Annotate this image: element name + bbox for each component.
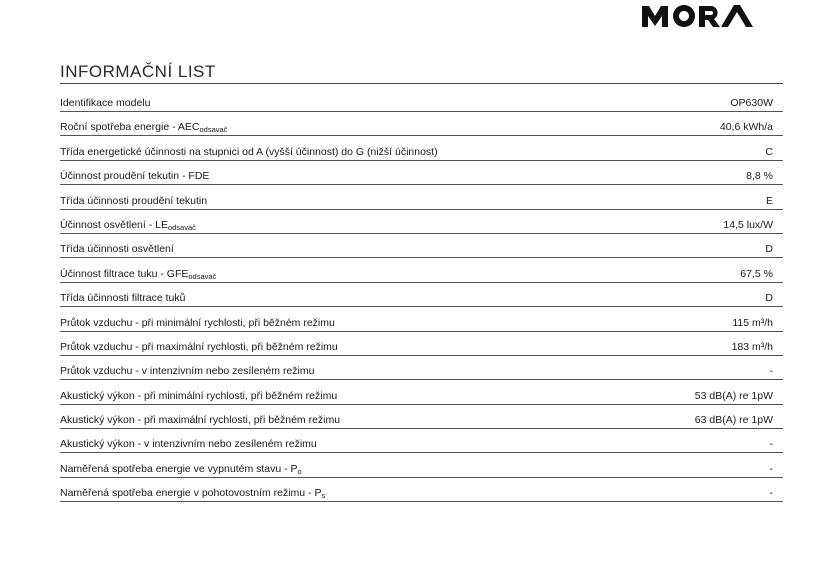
row-label-subscript: odsavač — [167, 222, 196, 232]
table-row — [60, 188, 783, 210]
row-label — [60, 463, 302, 475]
row-label — [60, 170, 209, 182]
row-value: - — [769, 438, 773, 451]
table-row — [60, 261, 783, 283]
row-value: E — [765, 194, 773, 207]
row-label-text: Třída účinnosti proudění tekutin — [60, 194, 208, 207]
table-row — [60, 212, 783, 234]
row-label — [60, 341, 338, 353]
row-label — [60, 195, 207, 207]
table-row — [60, 431, 783, 453]
row-value: - — [769, 462, 773, 475]
table-row — [60, 358, 783, 380]
table-row — [60, 334, 783, 356]
mora-logo — [640, 2, 760, 30]
row-value: 63 dB(A) re 1pW — [694, 414, 773, 427]
row-value: 67,5 % — [740, 267, 773, 280]
table-row — [60, 456, 783, 478]
page-title: INFORMAČNÍ LIST — [60, 62, 216, 81]
row-label — [60, 438, 317, 450]
row-label-text: Průtok vzduchu - při minimální rychlosti, při běžném režimu — [60, 316, 335, 329]
table-row — [60, 114, 783, 136]
row-value: - — [769, 487, 773, 500]
row-label-subscript: odsavač — [199, 125, 228, 135]
title-divider — [60, 83, 783, 84]
row-label — [60, 97, 150, 109]
row-value: 14,5 lux/W — [723, 218, 773, 231]
table-row — [60, 139, 783, 161]
row-label — [60, 414, 340, 426]
row-label — [60, 268, 216, 280]
row-label-text: Akustický výkon - v intenzivním nebo zesíleném režimu — [60, 438, 317, 451]
row-label-text: Třída energetické účinnosti na stupnici od A (vyšší účinnost) do G (nižší účinnost) — [60, 145, 438, 158]
row-label-subscript: o — [297, 466, 302, 476]
table-row — [60, 407, 783, 429]
row-value: 115 m³/h — [732, 316, 773, 329]
row-label — [60, 487, 325, 499]
row-value: C — [765, 145, 773, 158]
row-label-text: Třída účinnosti filtrace tuků — [60, 292, 186, 305]
row-label — [60, 292, 185, 304]
row-label — [60, 121, 227, 133]
row-label-text: Průtok vzduchu - v intenzivním nebo zesíleném režimu — [60, 365, 315, 378]
row-label-text: Roční spotřeba energie - AEC — [60, 121, 200, 134]
table-row — [60, 310, 783, 332]
row-value: D — [765, 243, 773, 256]
row-label — [60, 243, 174, 255]
row-label — [60, 317, 335, 329]
row-value: 40,6 kWh/a — [719, 121, 773, 134]
row-value: D — [765, 292, 773, 305]
table-row — [60, 480, 783, 502]
table-row — [60, 90, 783, 112]
row-label-text: Naměřená spotřeba energie v pohotovostním režimu - P — [60, 487, 322, 500]
table-row — [60, 383, 783, 405]
table-row — [60, 285, 783, 307]
row-label-text: Účinnost osvětlení - LE — [60, 218, 168, 231]
row-label-text: Akustický výkon - při minimální rychlosti, při běžném režimu — [60, 389, 338, 402]
row-label-text: Naměřená spotřeba energie ve vypnutém stavu - P — [60, 462, 298, 475]
table-row — [60, 236, 783, 258]
row-label-text: Průtok vzduchu - při maximální rychlosti, při běžném režimu — [60, 340, 338, 353]
row-value: 8,8 % — [746, 170, 773, 183]
row-label-text: Třída účinnosti osvětlení — [60, 243, 174, 256]
row-label — [60, 146, 438, 158]
row-label-text: Identifikace modelu — [60, 97, 151, 109]
row-value: 53 dB(A) re 1pW — [694, 389, 773, 402]
row-value: - — [769, 365, 773, 378]
row-label — [60, 390, 337, 402]
row-label-text: Akustický výkon - při maximální rychlosti, při běžném režimu — [60, 414, 341, 427]
row-label-text: Účinnost proudění tekutin - FDE — [60, 170, 210, 183]
row-label-text: Účinnost filtrace tuku - GFE — [60, 267, 189, 280]
row-label — [60, 365, 314, 377]
row-value: 183 m³/h — [731, 340, 773, 353]
row-label-subscript: odsavač — [188, 271, 217, 281]
row-label — [60, 219, 196, 231]
row-label-subscript: s — [321, 491, 326, 501]
row-value: OP630W — [730, 97, 773, 109]
info-table — [60, 90, 783, 505]
table-row — [60, 163, 783, 185]
